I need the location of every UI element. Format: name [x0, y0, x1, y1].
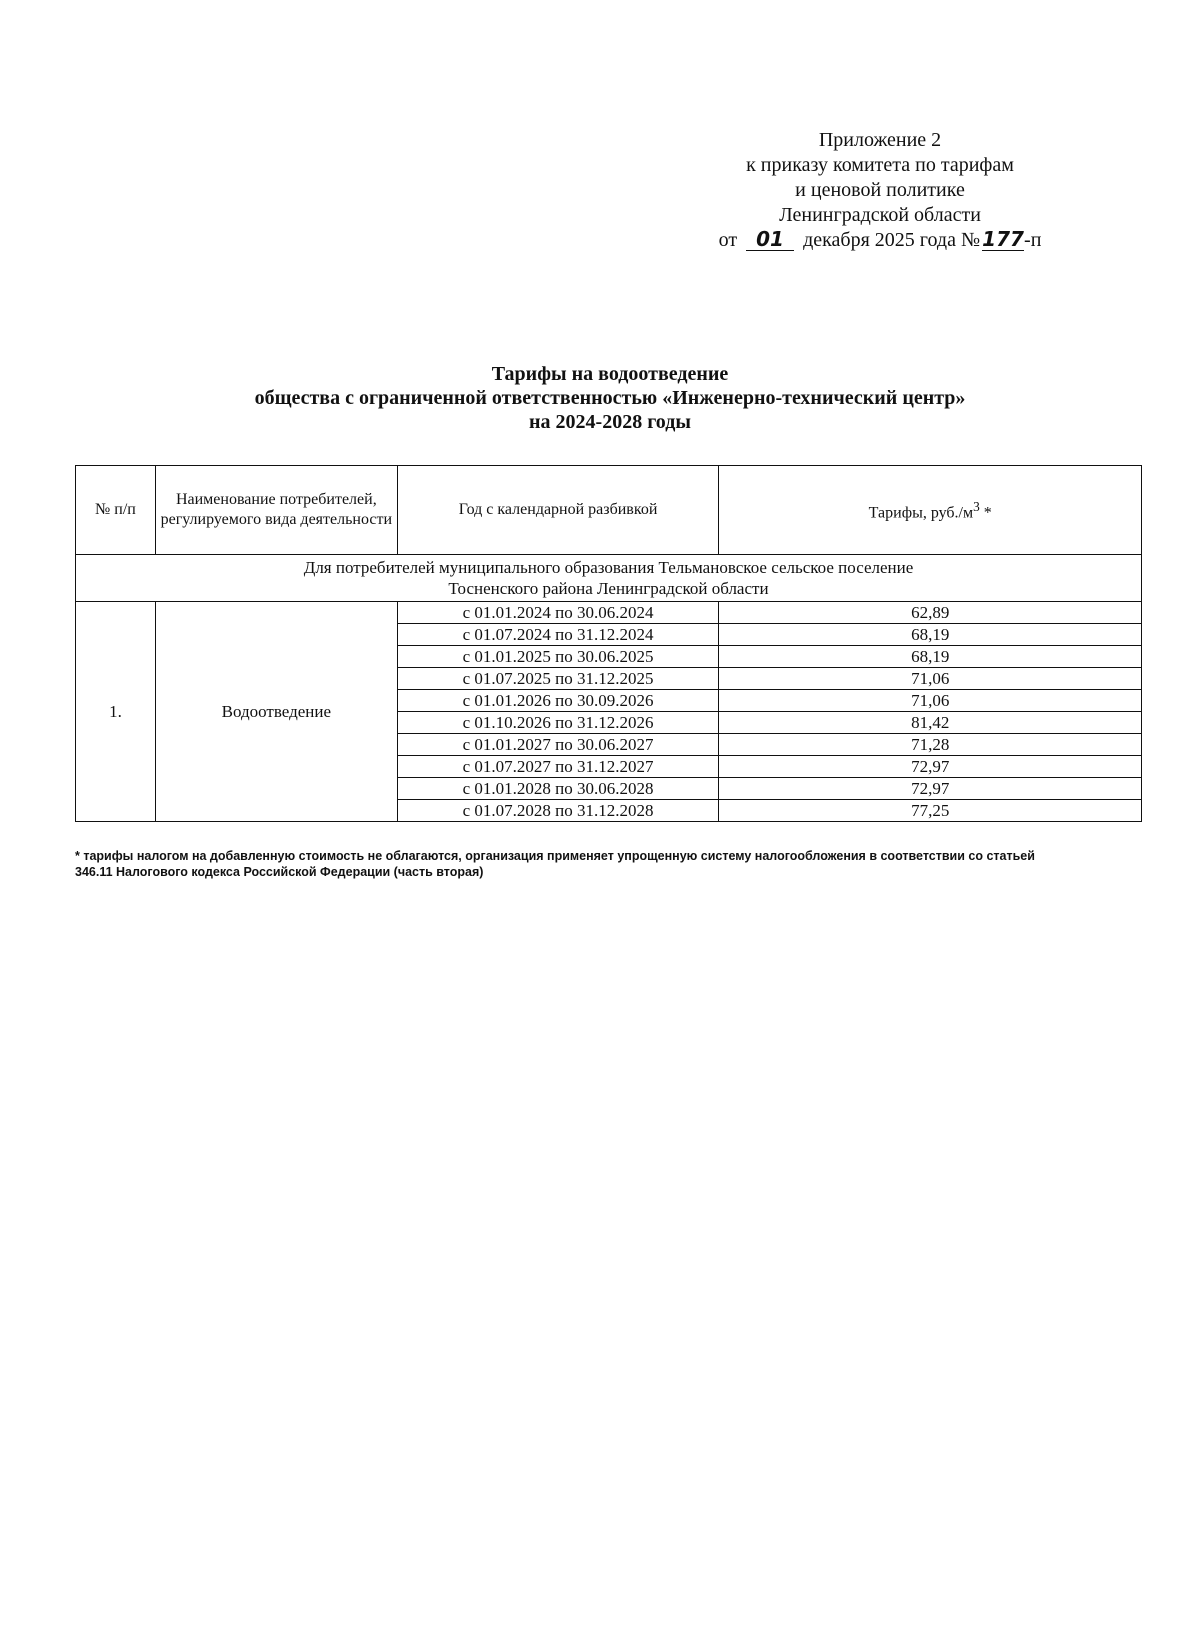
rate-cell: 72,97	[719, 778, 1142, 800]
appendix-line: к приказу комитета по тарифам	[746, 154, 1014, 176]
rate-cell: 77,25	[719, 800, 1142, 822]
header-rate	[719, 466, 1142, 555]
period-cell: с 01.01.2028 по 30.06.2028	[397, 778, 719, 800]
date-prefix: от	[718, 229, 738, 251]
rate-cell: 71,06	[719, 690, 1142, 712]
rate-cell: 68,19	[719, 624, 1142, 646]
title-line: на 2024-2028 годы	[529, 411, 691, 433]
header-period: Год с календарной разбивкой	[397, 466, 719, 555]
date-middle: декабря 2025 года №	[803, 229, 981, 251]
rate-cell: 72,97	[719, 756, 1142, 778]
row-number: 1.	[76, 602, 156, 822]
handwritten-day: 01	[746, 228, 794, 251]
rate-cell: 62,89	[719, 602, 1142, 624]
order-suffix: -п	[1024, 229, 1042, 251]
group-line: Тосненского района Ленинградской области	[448, 579, 769, 598]
header-rate-text: Тарифы, руб./м	[868, 504, 974, 522]
header-name: Наименование потребителей, регулируемого вида деятельности	[155, 466, 397, 555]
tariffs-table	[75, 465, 1142, 822]
footnote	[75, 848, 1165, 880]
period-cell: с 01.07.2025 по 31.12.2025	[397, 668, 719, 690]
document-title	[60, 362, 1160, 434]
handwritten-order-number: 177	[982, 227, 1024, 251]
rate-cell: 71,06	[719, 668, 1142, 690]
footnote-line: 346.11 Налогового кодекса Российской Федерации (часть вторая)	[75, 865, 484, 879]
appendix-line: Ленинградской области	[779, 204, 981, 226]
period-cell: с 01.07.2024 по 31.12.2024	[397, 624, 719, 646]
appendix-line: Приложение 2	[818, 129, 942, 151]
rate-cell: 68,19	[719, 646, 1142, 668]
period-cell: с 01.10.2026 по 31.12.2026	[397, 712, 719, 734]
header-rate-star: *	[979, 504, 992, 522]
period-cell: с 01.07.2028 по 31.12.2028	[397, 800, 719, 822]
appendix-header	[680, 128, 1080, 253]
rate-cell: 81,42	[719, 712, 1142, 734]
group-cell	[76, 555, 1142, 602]
table-row	[76, 602, 1142, 624]
appendix-line: и ценовой политике	[795, 179, 965, 201]
period-cell: с 01.07.2027 по 31.12.2027	[397, 756, 719, 778]
group-row	[76, 555, 1142, 602]
row-name: Водоотведение	[155, 602, 397, 822]
title-line: Тарифы на водоотведение	[491, 363, 729, 385]
group-line: Для потребителей муниципального образования Тельмановское сельское поселение	[303, 558, 914, 577]
header-num: № п/п	[76, 466, 156, 555]
table-header-row	[76, 466, 1142, 555]
period-cell: с 01.01.2026 по 30.09.2026	[397, 690, 719, 712]
header-rate-sup: 3	[973, 498, 980, 514]
footnote-line: * тарифы налогом на добавленную стоимость не облагаются, организация применяет упрощенную систему налогообложения в соответствии со статьей	[75, 849, 1035, 863]
title-line: общества с ограниченной ответственностью «Инженерно-технический центр»	[254, 387, 966, 409]
period-cell: с 01.01.2025 по 30.06.2025	[397, 646, 719, 668]
period-cell: с 01.01.2024 по 30.06.2024	[397, 602, 719, 624]
order-date-line	[680, 228, 1080, 253]
period-cell: с 01.01.2027 по 30.06.2027	[397, 734, 719, 756]
rate-cell: 71,28	[719, 734, 1142, 756]
